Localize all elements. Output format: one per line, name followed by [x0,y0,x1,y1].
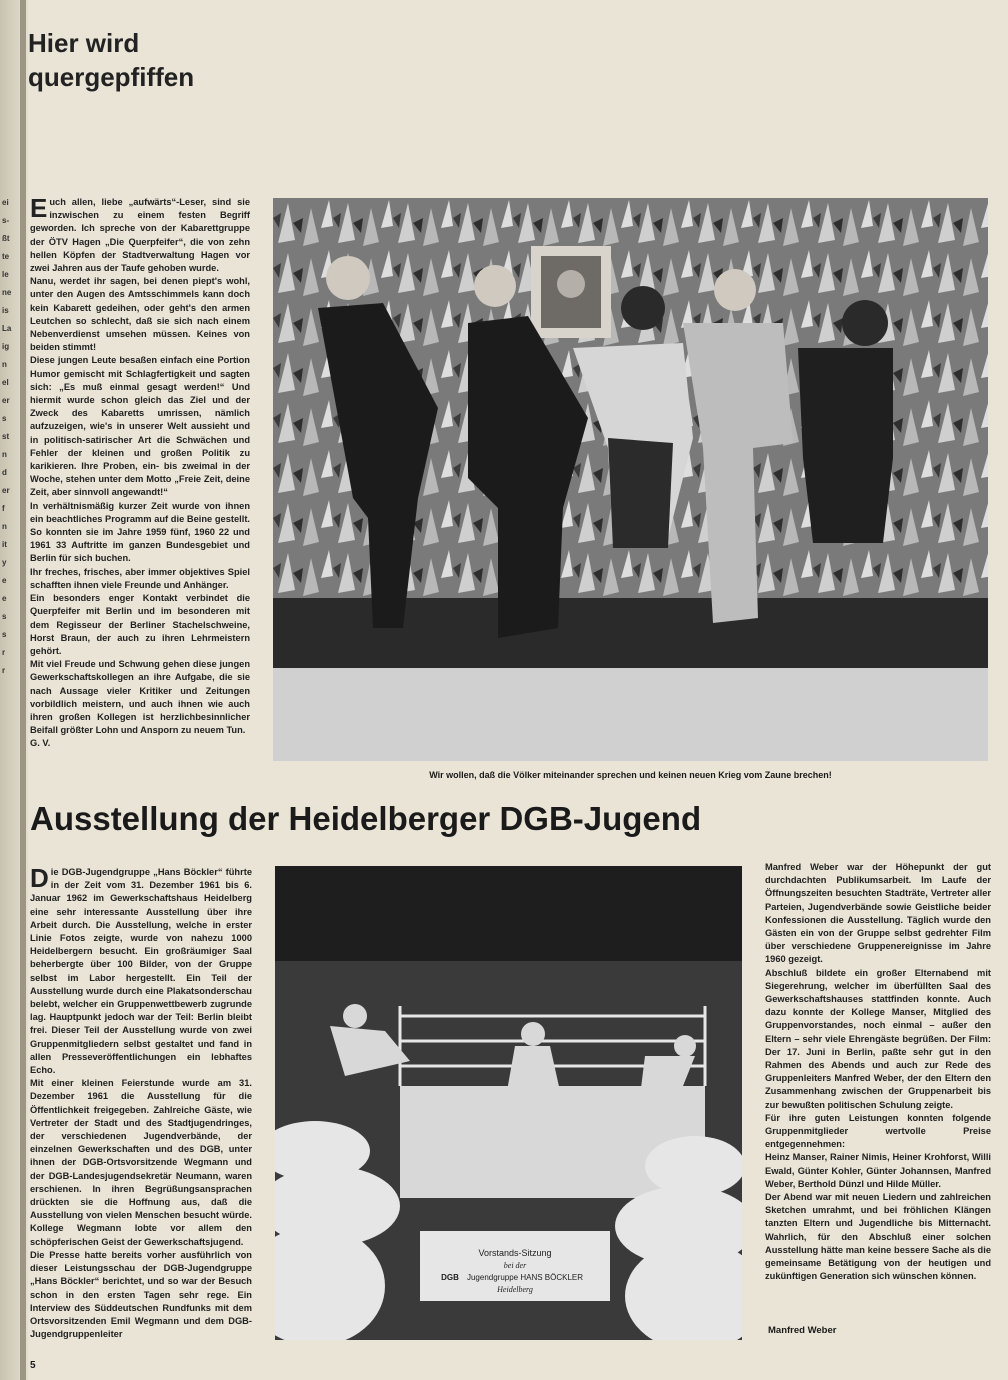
article1-paragraph: In verhältnismäßig kurzer Zeit wurde von ihnen ein beachtliches Programm auf die Beine gestellt. So konnten sie im Jahre 1959 fünf, 1960 22 und 1961 33 Auftritte im ganzen Bundesgebiet und Berlin für sich buchen. [30,500,250,564]
gutter-fragment: La [2,324,12,333]
gutter-fragment: s [2,414,7,423]
article2-left-column [30,863,252,1341]
gutter-fragment: d [2,468,7,477]
gutter-fragment: ßt [2,234,10,243]
gutter-fragment: r [2,666,6,675]
gutter-fragment: f [2,504,5,513]
poster-sign-line2: bei der [503,1261,527,1270]
article2-author: Manfred Weber [768,1325,837,1336]
article1-paragraph: Ein besonders enger Kontakt verbindet die Querpfeifer mit Berlin und im besonderen mit dem Regisseur der Berliner Stachelschweine, Horst Braun, der auch zu ihren Lehrmeistern gehört. [30,593,250,656]
article2-paragraph: Mit einer kleinen Feierstunde wurde am 31. Dezember 1961 die Ausstellung für die Öffentlichkeit freigegeben. Zahlreiche Gäste, wie Vertreter der Stadt und des Stadtjugendringes, der verschiedenen Jugendverbände, der einzelnen Gewerkschaften und des DGB, unter ihnen der DGB-Ortsvorsitzende Wegmann und der DGB-Landesjugendsekretär Neumann, waren erschienen. In ihren Begrüßungsansprachen drückten sie die Hoffnung aus, daß die Ausstellung von vielen Menschen besucht würde. Kollege Wegmann lobte vor allem den schöpferischen Geist der Gewerkschaftsjugend. [30,1078,252,1247]
article2-paragraph: Abschluß bildete ein großer Elternabend mit Siegerehrung, welcher im überfüllten Saal des Gewerkschaftshauses stattfinden konnte. Auch dazu konnte der Kollege Manser, Mitglied des Gruppenvorstandes, noch einmal – außer den Eltern – sehr viele Ehrengäste begrüßen. Der Film: Der 17. Juni in Berlin, paßte sehr gut in den Rahmen des Abends und auch zur Rede des Gruppenleiters Manfred Weber, der den Eltern den Zusammenhang zwischen der Gruppenarbeit bis zur bewußten politischen Schulung zeigte. [765,967,991,1110]
headline-line2: quergepfiffen [28,62,195,92]
gutter-fragment: r [2,648,6,657]
poster-sign-line4: Heidelberg [497,1285,533,1294]
article2-right-column [765,861,991,1284]
article1-headline [28,26,194,94]
gutter-fragment: e [2,576,7,585]
poster-sign-line3: Jugendgruppe HANS BÖCKLER [466,1273,584,1282]
gutter-fragment: er [2,486,10,495]
page-number: 5 [30,1360,36,1371]
gutter-fragment: s [2,612,7,621]
article1-body [30,193,250,751]
article2-paragraph: Für ihre guten Leistungen konnten folgende Gruppenmitglieder wertvolle Preise entgegennehmen: [765,1112,991,1150]
gutter-fragment: it [2,540,7,549]
gutter-fragment: s [2,630,7,639]
article1-paragraph: Diese jungen Leute besaßen einfach eine Portion Humor gemischt mit Schlagfertigkeit und sagten sich: „Es muß einmal gesagt werden!“ Und hiermit wurde schon gleich das Ziel und der Zweck des Kabaretts umrissen, nämlich aufzuzeigen, wie's in unserer Welt aussieht und in politisch-satirischer Art die Schwächen und Fehler der kleinen und großen Politik zu karikieren. Ihre Proben, ein- bis zweimal in der Woche, stehen unter dem Motto „Freie Zeit, deine Zeit, aber sinnvoll angewandt!“ [30,355,250,498]
gutter-fragment: le [2,270,9,279]
gutter-fragment: ei [2,198,9,207]
first-paragraph-text: uch allen, liebe „aufwärts“-Leser, sind sie inzwischen zu einem festen Begriff geworden. Ich spreche von der Kabarettgruppe der ÖTV Hagen „Die Querpfeifer“, die von zehn hellen Köpfen der Stadtverwaltung Hagen vor zwei Jahren aus der Taufe gehoben wurde. [30,197,250,274]
article1-paragraph: Ihr freches, frisches, aber immer objektives Spiel schafften ihnen viele Freunde und Anhänger. [30,566,250,590]
gutter-fragment: st [2,432,10,441]
gutter-fragment: y [2,558,7,567]
gutter-fragment: e [2,594,7,603]
article1-paragraph: Mit viel Freude und Schwung gehen diese jungen Gewerkschaftskollegen an ihre Aufgabe, die sie nach Aussage vieler Kritiker und Zeitungen vorbildlich meistern, und auch ihnen wie auch ihren großen Kollegen ist herzlichbesinnlicher Beifall größter Lohn und Ansporn zu neuem Tun. [30,659,250,736]
article2-paragraph: Heinz Manser, Rainer Nimis, Heiner Krohforst, Willi Ewald, Günter Kohler, Günter Johannsen, Manfred Weber, Berthold Dünzl und Hilde Müller. [765,1152,991,1189]
gutter-fragment: ig [2,342,10,351]
dropcap: E [30,193,48,223]
exhibition-poster-photo [275,866,742,1340]
gutter-fragment: te [2,252,10,261]
headline-line1: Hier wird [28,28,140,58]
gutter-fragment: s- [2,216,10,225]
photo-illustration [273,198,988,761]
binding-edge [20,0,26,1380]
gutter-fragment: n [2,360,7,369]
article2-paragraph: Der Abend war mit neuen Liedern und zahlreichen Sketchen umrahmt, und bei fröhlichen Klängen tanzten Eltern und Jugendliche bis Mitternacht. Wahrlich, für den Abschluß einer solchen Ausstellung hätte man keine bessere Sache als die gemeinsame Betätigung von der heutigen und zukünftigen Generation sich wünschen können. [765,1192,991,1282]
gutter-fragment: el [2,378,9,387]
first-paragraph-text: ie DGB-Jugendgruppe „Hans Böckler“ führte in der Zeit vom 31. Dezember 1961 bis 6. Januar 1962 im Gewerkschaftshaus Heidelberg eine sehr interessante Ausstellung über ihre Arbeit durch. Die Ausstellung, welche in erster Linie Fotos zeigte, wurde von nahezu 1000 Heidelbergern besucht. Ein großräumiger Saal beherbergte über 100 Bilder, von der Gruppe selbst im Labor hergestellt. Ein Teil der Ausstellung wurde durch eine Plakatsonderschau belebt, welcher ein Gruppenwettbewerb zugrunde lag. Hauptpunkt jedoch war der Teil: Berlin bleibt frei. Dieser Teil der Ausstellung wurde von zwei Gruppenmitgliedern selbst gestaltet und fand in allen Presseveröffentlichungen ein lebhaftes Echo. [30,867,252,1076]
dropcap: D [30,863,49,893]
article2-paragraph: Die Presse hatte bereits vorher ausführlich von dieser Leistungsschau der DGB-Jugendgruppe „Hans Böckler“ berichtet, und so war der Besuch schon in den ersten Tagen sehr rege. Ein Interview des Süddeutschen Rundfunks mit dem Ortsvorsitzenden Emil Wegmann und dem DGB-Jugendgruppenleiter [30,1249,252,1340]
article1-signature: G. V. [30,738,51,749]
cabaret-group-photo [273,198,988,761]
poster-sign-line1: Vorstands-Sitzung [478,1248,552,1258]
gutter-fragment: is [2,306,9,315]
gutter-fragment: er [2,396,10,405]
gutter-fragment: n [2,522,7,531]
article2-paragraph: Manfred Weber war der Höhepunkt der gut durchdachten Publikumsarbeit. Im Laufe der Öffnungszeiten besuchten Stadträte, Vertreter aller Parteien, Jugendverbände sowie Geistliche beider Konfessionen die Ausstellung. Täglich wurde den Gästen ein von der Gruppe selbst gedrehter Film über verschiedene Gruppenereignisse im Jahre 1960 gezeigt. [765,862,991,965]
gutter-fragment: n [2,450,7,459]
poster-dgb-logo: DGB [441,1273,459,1282]
article1-first-paragraph [30,193,250,275]
article1-paragraph: Nanu, werdet ihr sagen, bei denen piept's wohl, unter den Augen des Amtsschimmels kann doch kein Kabarett gedeihen, oder geht's den armen Leutchen so schlecht, daß sie sich nach einem Nebenverdienst umsehen müssen. Keines von beiden stimmt! [30,276,250,353]
photo-caption: Wir wollen, daß die Völker miteinander sprechen und keinen neuen Krieg vom Zaune brechen! [429,770,832,780]
article2-headline: Ausstellung der Heidelberger DGB-Jugend [30,800,702,837]
poster-illustration [275,866,742,1340]
gutter-fragment: ne [2,288,12,297]
article2-first-paragraph [30,863,252,1077]
